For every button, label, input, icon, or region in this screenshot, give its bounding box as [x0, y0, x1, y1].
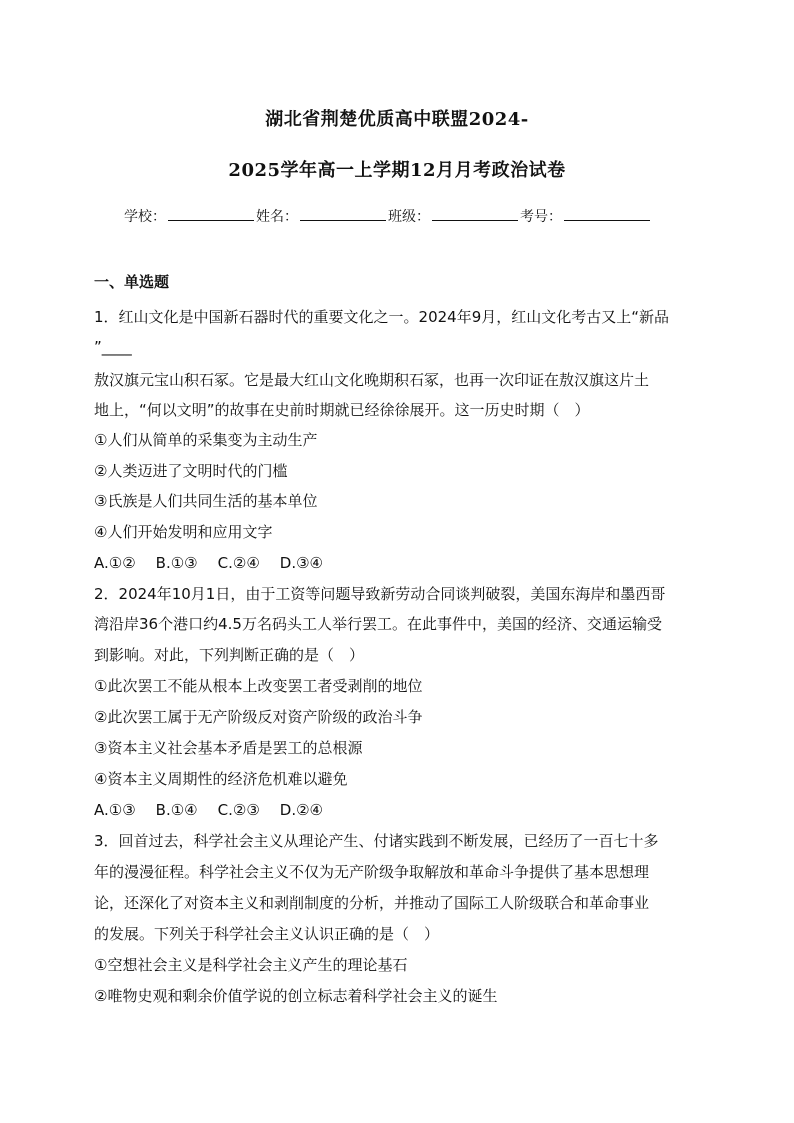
q2-statement-2: ②此次罢工属于无产阶级反对资产阶级的政治斗争 — [94, 708, 423, 726]
q3-stem-line3: 论，还深化了对资本主义和剥削制度的分析，并推动了国际工人阶级联合和革命事业 — [94, 894, 650, 912]
q2-choices — [94, 800, 323, 820]
q1-statement-4: ④人们开始发明和应用文字 — [94, 523, 273, 541]
q1-choices — [94, 553, 323, 573]
student-info-row — [124, 206, 652, 226]
exam-title-line2: 2025学年高一上学期12月月考政治试卷 — [228, 160, 566, 181]
q2-choice-d: D.②④ — [279, 801, 323, 819]
q2-choice-a: A.①③ — [94, 801, 136, 819]
q3-statement-1: ①空想社会主义是科学社会主义产生的理论基石 — [94, 956, 408, 974]
school-field — [124, 206, 256, 226]
q1-choice-c: C.②④ — [217, 554, 260, 572]
name-label: 姓名： — [256, 209, 298, 225]
school-label: 学校： — [124, 209, 166, 225]
exam-no-field — [520, 206, 652, 226]
school-blank — [168, 206, 254, 221]
name-blank — [300, 206, 386, 221]
q1-stem-line4: 地上，“何以文明”的故事在史前时期就已经徐徐展开。这一历史时期（ ） — [94, 401, 590, 419]
q2-statement-1: ①此次罢工不能从根本上改变罢工者受剥削的地位 — [94, 677, 423, 695]
q2-statement-3: ③资本主义社会基本矛盾是罢工的总根源 — [94, 739, 363, 757]
section-title: 一、单选题 — [94, 273, 170, 291]
q2-stem-line3: 到影响。对此，下列判断正确的是（ ） — [94, 646, 365, 664]
q1-statement-1: ①人们从简单的采集变为主动生产 — [94, 431, 318, 449]
q2-stem-line1: 2．2024年10月1日，由于工资等问题导致新劳动合同谈判破裂，美国东海岸和墨西哥 — [94, 585, 666, 603]
exam-no-label: 考号： — [520, 209, 562, 225]
q1-stem-line2: ”____ — [94, 338, 132, 356]
q2-choice-c: C.②③ — [217, 801, 260, 819]
q2-statement-4: ④资本主义周期性的经济危机难以避免 — [94, 770, 348, 788]
exam-no-blank — [564, 206, 650, 221]
q2-choice-b: B.①④ — [155, 801, 198, 819]
q1-stem-line3: 敖汉旗元宝山积石冢。它是最大红山文化晚期积石冢，也再一次印证在敖汉旗这片土 — [94, 371, 650, 389]
q1-choice-b: B.①③ — [155, 554, 198, 572]
exam-title-line1: 湖北省荆楚优质高中联盟2024- — [265, 109, 529, 130]
q1-choice-a: A.①② — [94, 554, 136, 572]
class-blank — [432, 206, 518, 221]
q1-choice-d: D.③④ — [279, 554, 323, 572]
q1-statement-2: ②人类迈进了文明时代的门槛 — [94, 462, 288, 480]
q3-statement-2: ②唯物史观和剩余价值学说的创立标志着科学社会主义的诞生 — [94, 987, 498, 1005]
q1-stem-line1: 1．红山文化是中国新石器时代的重要文化之一。2024年9月，红山文化考古又上“新品 — [94, 308, 670, 326]
q3-stem-line4: 的发展。下列关于科学社会主义认识正确的是（ ） — [94, 925, 440, 943]
q3-stem-line2: 年的漫漫征程。科学社会主义不仅为无产阶级争取解放和革命斗争提供了基本思想理 — [94, 863, 650, 881]
class-field — [388, 206, 520, 226]
q1-statement-3: ③氏族是人们共同生活的基本单位 — [94, 492, 318, 510]
q2-stem-line2: 湾沿岸36个港口约4.5万名码头工人举行罢工。在此事件中，美国的经济、交通运输受 — [94, 615, 662, 633]
name-field — [256, 206, 388, 226]
q3-stem-line1: 3．回首过去，科学社会主义从理论产生、付诸实践到不断发展，已经历了一百七十多 — [94, 832, 659, 850]
class-label: 班级： — [388, 209, 430, 225]
